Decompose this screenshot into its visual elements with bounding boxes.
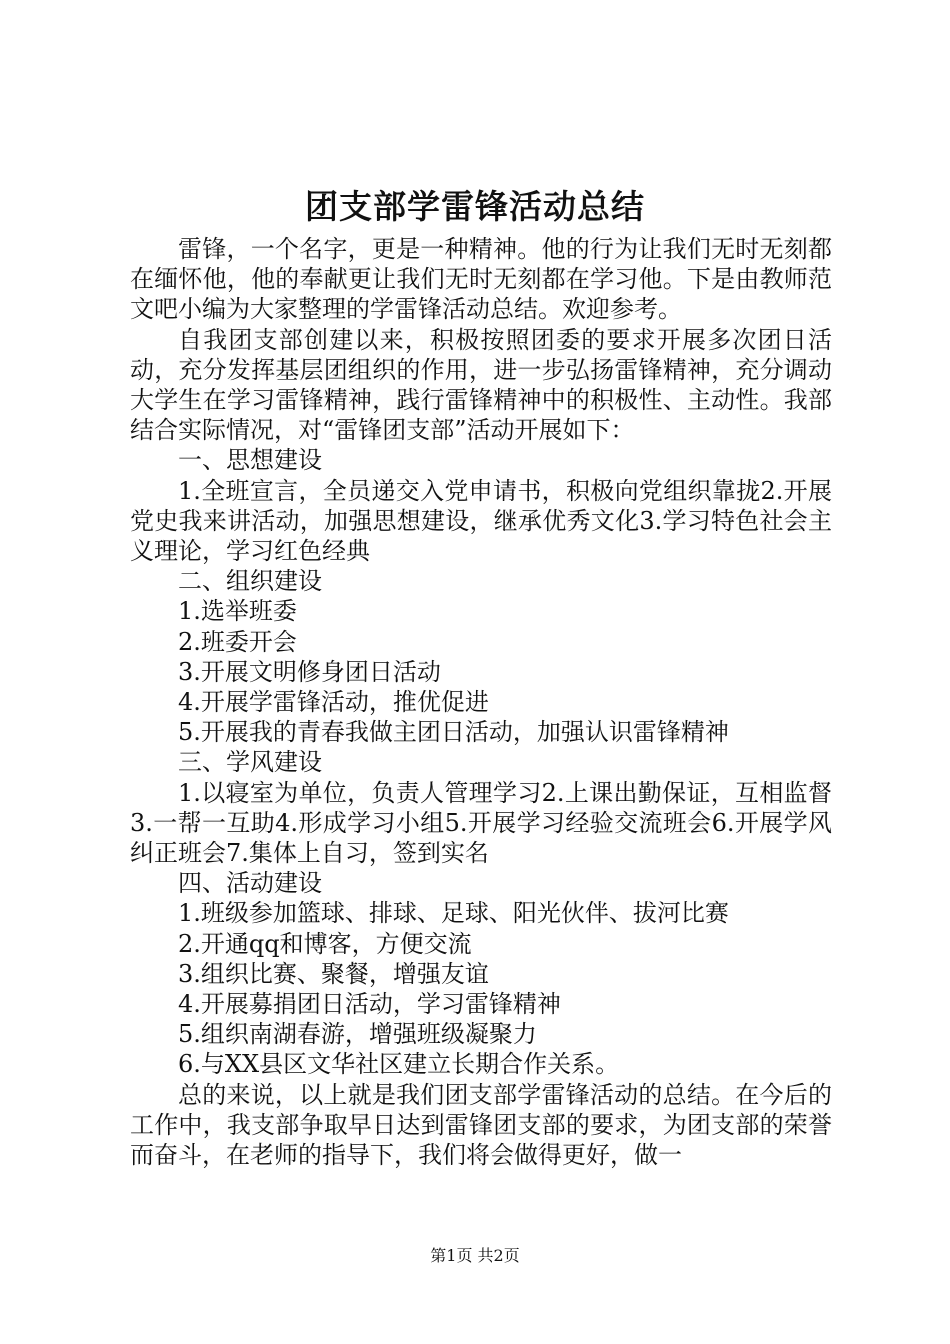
list-item: 2.班委开会 [178,627,297,656]
page-number: 第1页 共2页 [430,1246,520,1265]
list-item: 4.开展学雷锋活动，推优促进 [178,688,489,717]
section-heading: 三、学风建设 [178,748,322,777]
paragraph-intro: 雷锋，一个名字，更是一种精神。他的行为让我们无时无刻都在缅怀他，他的奉献更让我们无时无刻都在学习他。下是由教师范文吧小编为大家整理的学雷锋活动总结。欢迎参考。 [130,235,832,324]
section-heading: 二、组织建设 [178,567,322,596]
document-body [130,234,832,1170]
list-item: 5.开展我的青春我做主团日活动，加强认识雷锋精神 [178,718,729,747]
list-item: 3.开展文明修身团日活动 [178,657,441,686]
list-item: 1.全班宣言，全员递交入党申请书，积极向党组织靠拢2.开展党史我来讲活动，加强思想建设，继承优秀文化3.学习特色社会主义理论，学习红色经典 [130,476,832,566]
list-item: 6.与XX县区文华社区建立长期合作关系。 [178,1050,620,1079]
list-item: 5.组织南湖春游，增强班级凝聚力 [178,1020,537,1049]
list-item: 2.开通qq和博客，方便交流 [178,929,472,958]
list-item: 4.开展募捐团日活动，学习雷锋精神 [178,990,561,1019]
list-item: 1.以寝室为单位，负责人管理学习2.上课出勤保证，互相监督3.一帮一互助4.形成学习小组5.开展学习经验交流班会6.开展学风纠正班会7.集体上自习，签到实名 [130,778,832,868]
list-item: 1.选举班委 [178,597,297,626]
document-title: 团支部学雷锋活动总结 [305,187,645,226]
paragraph-conclusion: 总的来说，以上就是我们团支部学雷锋活动的总结。在今后的工作中，我支部争取早日达到雷锋团支部的要求，为团支部的荣誉而奋斗，在老师的指导下，我们将会做得更好，做一 [130,1080,832,1170]
list-item: 1.班级参加篮球、排球、足球、阳光伙伴、拔河比赛 [178,899,729,928]
paragraph-overview: 自我团支部创建以来，积极按照团委的要求开展多次团日活动，充分发挥基层团组织的作用，进一步弘扬雷锋精神，充分调动大学生在学习雷锋精神，践行雷锋精神中的积极性、主动性。我部结合实际情况，对“雷锋团支部”活动开展如下： [130,325,832,445]
list-item: 3.组织比赛、聚餐，增强友谊 [178,959,489,988]
section-heading: 一、思想建设 [178,446,322,475]
section-heading: 四、活动建设 [178,869,322,898]
